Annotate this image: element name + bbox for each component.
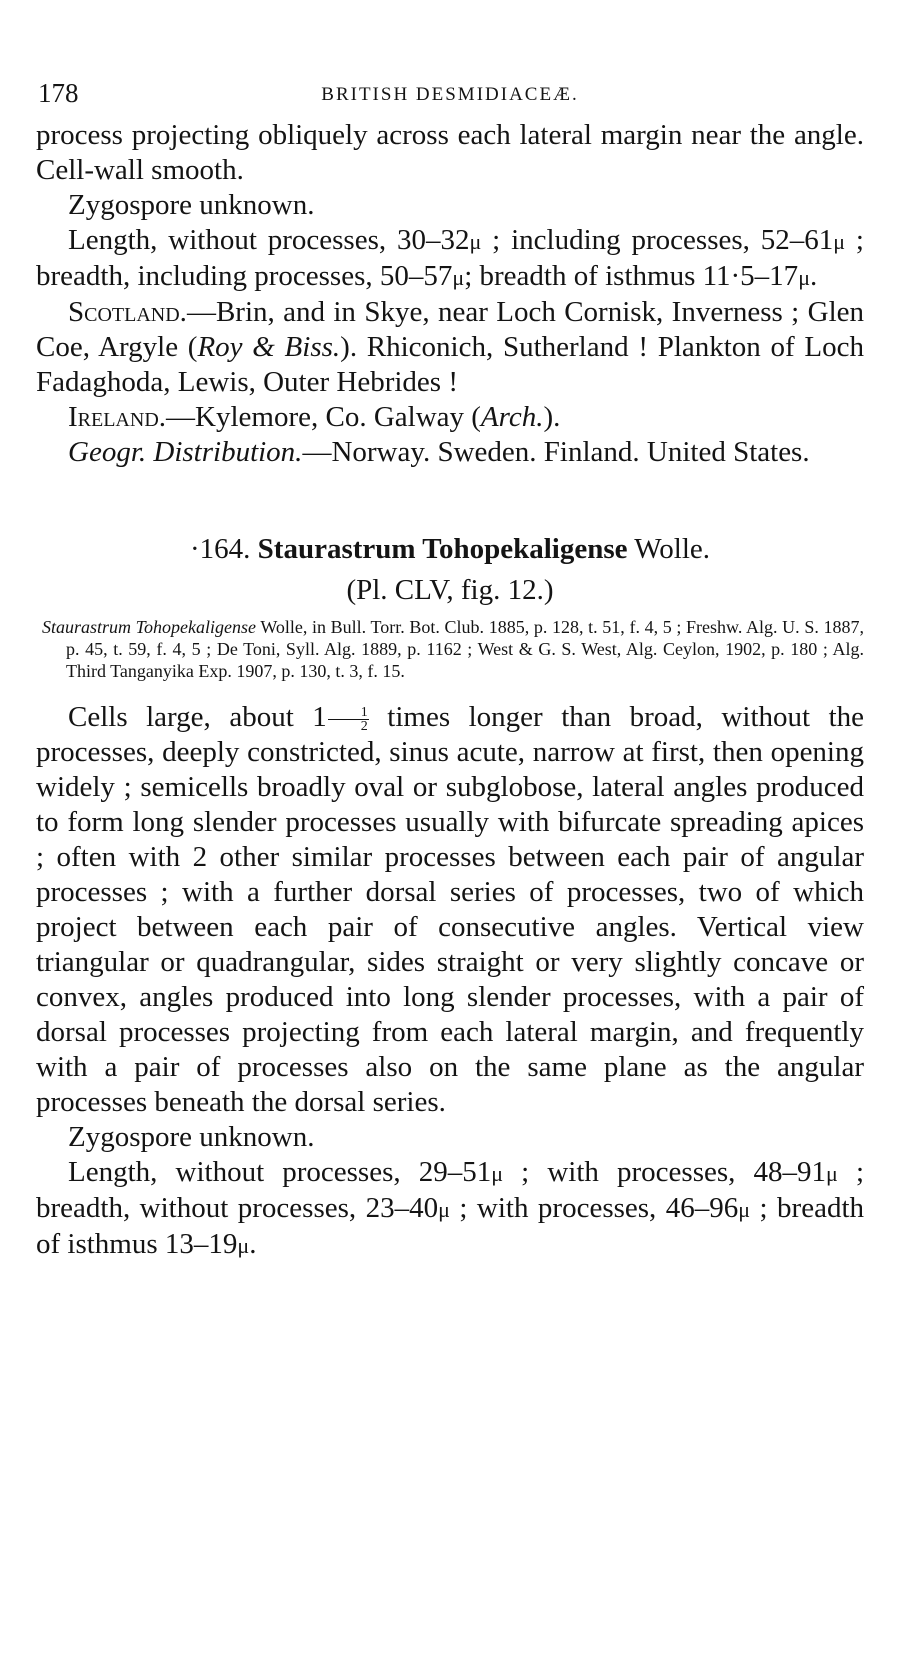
region-label: Scotland. (68, 296, 187, 328)
dimensions-paragraph (36, 1155, 864, 1263)
locality-text: —Kylemore, Co. Galway ( (166, 401, 481, 433)
species-number: ·164. (189, 533, 251, 565)
plate-reference: (Pl. CLV, fig. 12.) (346, 574, 554, 606)
dimension-text: ; including processes, 52–61 (481, 224, 834, 256)
dimensions-paragraph (36, 223, 864, 295)
species-author: Wolle. (634, 533, 711, 565)
description-paragraph (36, 700, 864, 1120)
micron-unit: μ (237, 1233, 250, 1258)
synonymy-citation (36, 616, 864, 682)
running-title: BRITISH DESMIDIACEÆ. (321, 84, 579, 105)
fraction-one-half (328, 706, 369, 733)
species-name: Staurastrum Tohopekaligense (257, 533, 628, 565)
dimension-text: Length, without processes, 29–51 (68, 1156, 492, 1188)
region-label: Ireland. (68, 401, 167, 433)
micron-unit: μ (491, 1161, 504, 1186)
locality-text: ). (543, 401, 561, 433)
synonym-references: Wolle, in Bull. Torr. Bot. Club. 1885, p. 128, t. 51, f. 4, 5 ; Freshw. Alg. U. S. 1887, p. 45, t. 59, f. 4, 5 ; De Toni, Syll. Alg. 1889, p. 1162 ; West & G. S. West, Alg. Ceylon, 1902, p. 180 ; Alg. Third Tanganyika Exp. 1907, p. 130, t. 3, f. 15. (66, 617, 864, 681)
fraction-denominator: 2 (360, 718, 368, 734)
micron-unit: μ (826, 1161, 838, 1186)
fraction-numerator: 1 (328, 706, 369, 720)
page-header (36, 78, 864, 118)
micron-unit: μ (469, 229, 482, 254)
description-continuation: process projecting obliquely across each lateral margin near the angle. Cell-wall smooth. (36, 119, 864, 186)
page-number: 178 (38, 78, 79, 108)
micron-unit: μ (738, 1197, 751, 1222)
ireland-localities (36, 400, 864, 435)
dimension-text: ; breadth of isthmus 13–19 (36, 1192, 865, 1260)
dimension-text: ; with processes, 48–91 (503, 1156, 827, 1188)
zygospore-note: Zygospore unknown. (68, 1121, 315, 1153)
dimension-text: ; with processes, 46–96 (449, 1192, 739, 1224)
geographic-distribution (36, 435, 864, 470)
micron-unit: μ (833, 229, 846, 254)
dimension-text: ; breadth, including processes, 50–57 (36, 224, 864, 292)
synonym-name: Staurastrum Tohopekaligense (42, 617, 256, 637)
scotland-localities (36, 295, 864, 400)
species-description (36, 700, 864, 1263)
micron-unit: μ (798, 265, 810, 290)
dimension-text: . (249, 1228, 257, 1260)
dimension-text: Length, without processes, 30–32 (68, 224, 470, 256)
description-text: times longer than broad, without the processes, deeply constricted, sinus acute, narrow at first, then opening widely ; semicells broadly oval or subglobose, lateral angles produced to form long slender processes usually with bifurcate spreading apices ; often with 2 other similar processes between each pair of angular processes ; with a further dorsal series of processes, two of which project between each pair of consecutive angles. Vertical view triangular or quadrangular, sides straight or very slightly concave or convex, angles produced into long slender processes, with a pair of dorsal processes projecting from each lateral margin, and frequently with a pair of processes also on the same plane as the angular processes beneath the dorsal series. (36, 701, 864, 1118)
book-page (36, 78, 864, 1263)
species-heading (36, 530, 864, 568)
micron-unit: μ (452, 265, 465, 290)
collector-citation: Roy & Biss. (197, 331, 341, 363)
dimension-text: ; breadth of isthmus 11·5–17 (464, 260, 799, 292)
locality-text: ). Rhiconich, Sutherland ! Plankton of Loch Fadaghoda, Lewis, Outer Hebrides ! (36, 331, 864, 398)
distribution-label: Geogr. Distribution. (68, 436, 303, 468)
dimension-text: . (809, 260, 818, 292)
collector-citation: Arch. (480, 401, 544, 433)
continued-species-text (36, 118, 864, 470)
locality-text: —Brin, and in Skye, near Loch Cornisk, Inverness ; Glen Coe, Argyle ( (36, 296, 864, 363)
description-text: Cells large, about 1 (68, 701, 327, 733)
dimension-text: ; breadth, without processes, 23–40 (36, 1156, 865, 1224)
zygospore-note: Zygospore unknown. (68, 189, 315, 221)
distribution-text: —Norway. Sweden. Finland. United States. (302, 436, 810, 468)
micron-unit: μ (438, 1197, 450, 1222)
